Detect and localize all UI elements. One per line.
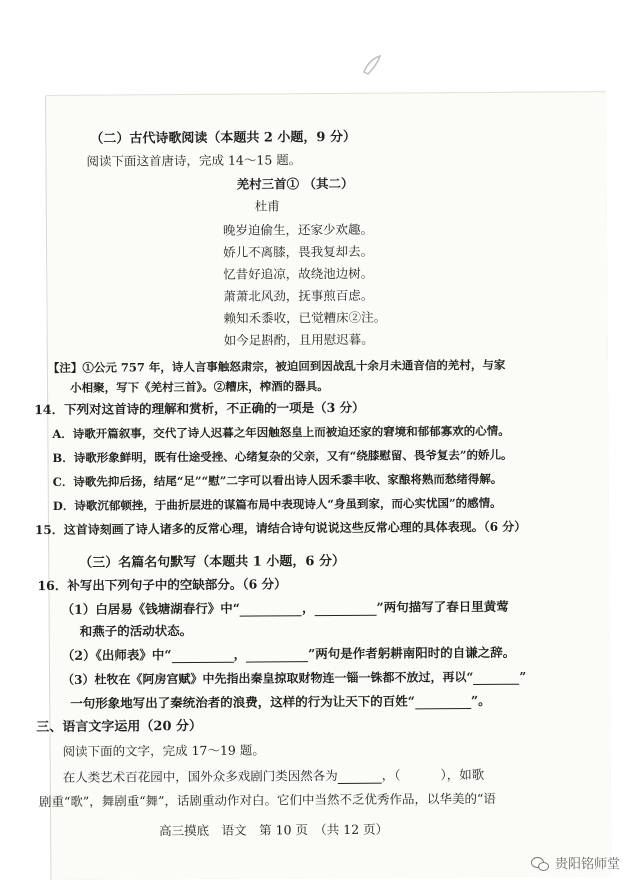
q16-item1-cont: 和燕子的活动状态。 xyxy=(79,622,193,639)
poem-line: 娇儿不离膝，畏我复却去。 xyxy=(223,243,374,260)
q14-option-c: C．诗歌先抑后扬，结尾“足”“慰”二字可以看出诗人因禾黍丰收、家酿将熟而愁绪得解。 xyxy=(52,471,503,489)
q14-option-a: A．诗歌开篇叙事，交代了诗人迟暮之年因触怒皇上而被迫还家的窘境和郁郁寡欢的心情。 xyxy=(52,423,510,441)
page-footer: 高三摸底 语文 第 10 页 （共 12 页） xyxy=(159,821,389,839)
poem-author: 杜甫 xyxy=(254,198,280,214)
watermark-text: 贵阳铭师堂 xyxy=(554,857,620,872)
answer-blank[interactable] xyxy=(314,603,376,616)
passage-line: 剧重“歌”，舞剧重“舞”，话剧重动作对白。它们中当然不乏优秀作品，以华美的“语 xyxy=(38,790,496,810)
section2-heading: （二）古代诗歌阅读（本题共 2 小题，9 分） xyxy=(90,129,357,147)
answer-blank[interactable] xyxy=(246,649,308,662)
part3-instruction: 阅读下面的文字，完成 17～19 题。 xyxy=(62,742,265,759)
poem-line: 晚岁迫偷生，还家少欢趣。 xyxy=(222,221,374,238)
q14-option-b: B．诗歌形象鲜明，既有仕途受挫、心绪复杂的父亲，又有“绕膝慰留、畏爷复去”的娇儿。 xyxy=(52,447,513,465)
poem-line: 如今足斟酌，且用慰迟暮。 xyxy=(223,331,374,348)
answer-blank[interactable] xyxy=(473,672,519,685)
exam-page xyxy=(34,92,611,880)
poem-title: 羌村三首① （其二） xyxy=(236,175,354,192)
scribble-mark-icon xyxy=(360,52,386,78)
section2-instruction: 阅读下面这首唐诗，完成 14～15 题。 xyxy=(86,152,302,169)
answer-blank[interactable] xyxy=(415,696,471,709)
section3-heading: （三）名篇名句默写（本题共 1 小题，6 分） xyxy=(79,553,345,571)
answer-blank[interactable] xyxy=(172,650,234,663)
q16-item3: （3）杜牧在《阿房宫赋》中先指出秦皇掠取财物连一锱一铢都不放过，再以“ ” xyxy=(62,669,527,687)
poem-note-cont: 小相聚，写下《羌村三首》。②糟床，榨酒的器具。 xyxy=(69,379,329,395)
wechat-icon xyxy=(531,856,549,870)
q16-item2: （2）《出师表》中“ ， ”两句是作者躬耕南阳时的自谦之辞。 xyxy=(61,644,516,663)
part3-heading: 三、语言文字运用（20 分） xyxy=(36,718,203,736)
q16-item3-cont: 一句形象地写出了秦统治者的浪费，这样的行为让天下的百姓“ ”。 xyxy=(70,692,491,711)
q14-stem: 14．下列对这首诗的理解和赏析，不正确的一项是（3 分） xyxy=(34,399,365,418)
watermark xyxy=(531,853,620,872)
answer-blank[interactable] xyxy=(338,771,382,784)
poem-line: 忆昔好追凉，故绕池边树。 xyxy=(223,265,374,282)
q16-item1: （1）白居易《钱塘湖春行》中“ ， ”两句描写了春日里黄莺 xyxy=(61,598,509,617)
poem-note: 【注】①公元 757 年，诗人言事触怒肃宗，被迫回到因战乱十余月未通音信的羌村，与家 xyxy=(47,357,506,375)
q16-stem: 16．补写出下列句子中的空缺部分。（6 分） xyxy=(37,576,287,594)
poem-line: 萧萧北风劲，抚事煎百虑。 xyxy=(223,287,374,304)
passage-line: 在人类艺术百花园中，国外众多戏剧门类因然各为 ，（ ），如歌 xyxy=(62,766,485,785)
q14-option-d: D．诗歌沉郁顿挫，于曲折层进的谋篇布局中表现诗人“身虽到家，而心实忧国”的感情。 xyxy=(52,495,502,513)
q15-stem: 15．这首诗刻画了诗人诸多的反常心理，请结合诗句说说这些反常心理的具体表现。（6 分） xyxy=(34,519,527,538)
poem-line: 赖知禾黍收，已觉糟床②注。 xyxy=(223,309,387,326)
answer-blank[interactable] xyxy=(240,603,302,616)
